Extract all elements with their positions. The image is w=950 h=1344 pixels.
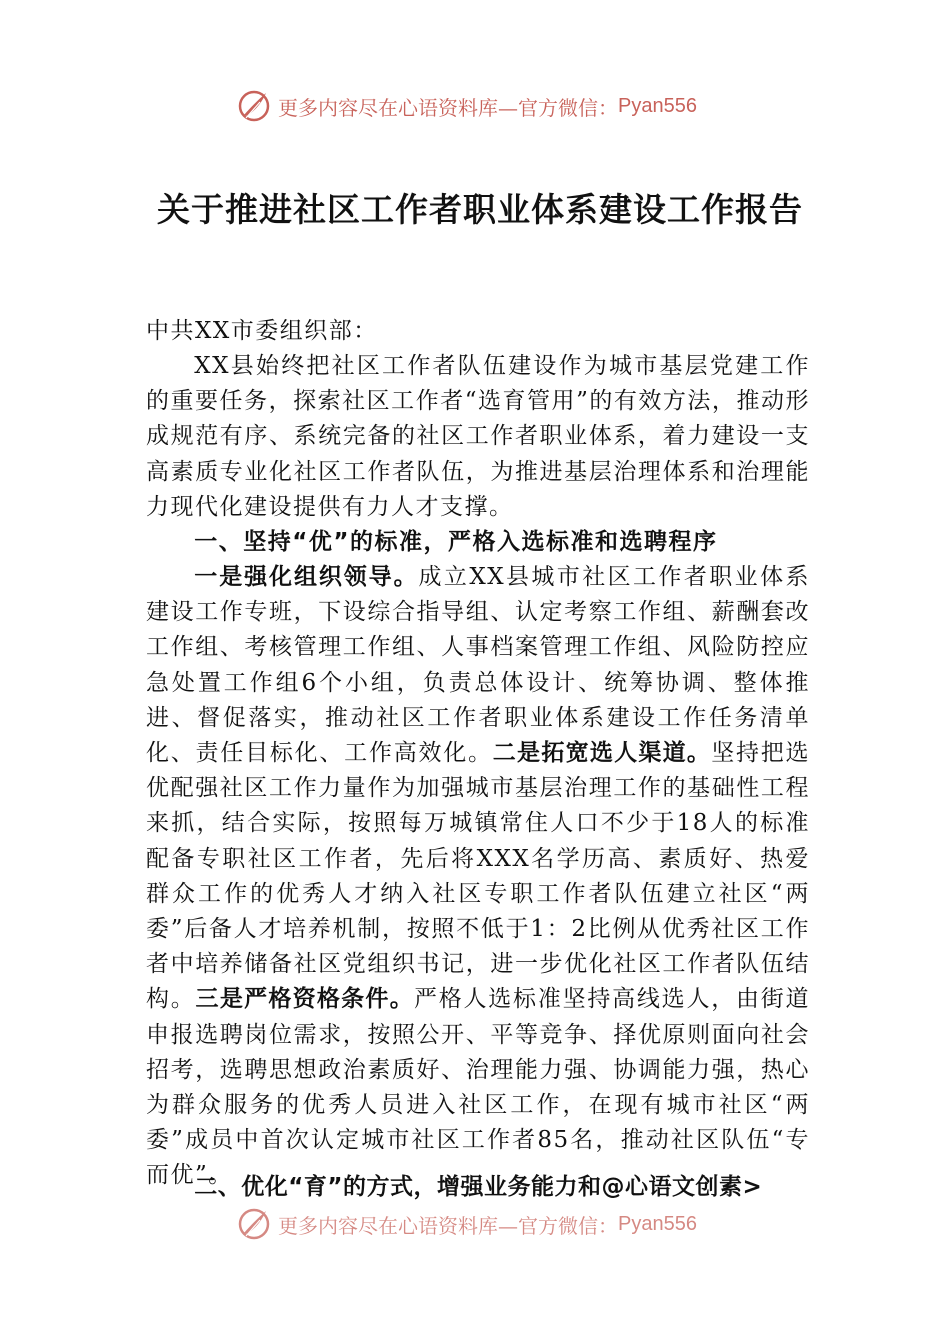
section-2-heading: 二、优化“育”的方式，增强业务能力和@心语文创素>: [194, 1174, 763, 1200]
body-broaden-channels: 坚持把选优配强社区工作力量作为加强城市基层治理工作的基础性工程来抓，结合实际，按照每万城镇常住人口不少于18人的标准配备专职社区工作者，先后将XXX名学历高、素质好、热爱群众工作的优秀人才纳入社区专职工作者队伍建立社区“两委”后备人才培养机制，按照不低于1：2比例从优秀社区工作者中培养储备社区党组织书记，进一步优化社区工作者队伍结构。: [146, 740, 811, 1013]
document-title: 关于推进社区工作者职业体系建设工作报告: [157, 190, 803, 229]
lead-broaden-channels: 二是拓宽选人渠道。: [492, 740, 712, 767]
watermark-text: 更多内容尽在心语资料库—官方微信：: [278, 95, 618, 120]
watermark-text: 更多内容尽在心语资料库—官方微信：: [278, 1213, 618, 1238]
salutation: 中共XX市委组织部：: [146, 318, 378, 344]
section-1-paragraph: [146, 560, 810, 1194]
body-strict-qualifications: 严格人选标准坚持高线选人，由街道申报选聘岗位需求，按照公开、平等竞争、择优原则面向社会招考，选聘思想政治素质好、治理能力强、协调能力强，热心为群众服务的优秀人员进入社区工作，在现有城市社区“两委”成员中首次认定城市社区工作者85名，推动社区队伍“专而优”。: [146, 986, 811, 1189]
intro-paragraph: XX县始终把社区工作者队伍建设作为城市基层党建工作的重要任务，探索社区工作者“选育管用”的有效方法，推动形成规范有序、系统完备的社区工作者职业体系，着力建设一支高素质专业化社区工作者队伍，为推进基层治理体系和治理能力现代化建设提供有力人才支撑。: [146, 353, 810, 520]
watermark-wechat-id: Pyan556: [618, 94, 697, 117]
quill-logo-icon: [236, 1206, 272, 1242]
quill-logo-icon: [236, 88, 272, 124]
lead-strengthen-leadership: 一是强化组织领导。: [194, 564, 419, 590]
lead-strict-qualifications: 三是严格资格条件。: [195, 986, 414, 1013]
watermark-header: [0, 86, 950, 126]
watermark-footer: [0, 1204, 950, 1244]
watermark-wechat-id: Pyan556: [618, 1212, 697, 1235]
section-1-heading: 一、坚持“优”的标准，严格入选标准和选聘程序: [194, 529, 718, 555]
body-strengthen-leadership: 成立XX县城市社区工作者职业体系建设工作专班，下设综合指导组、认定考察工作组、薪酬套改工作组、考核管理工作组、人事档案管理工作组、风险防控应急处置工作组6个小组，负责总体设计、统筹协调、整体推进、督促落实，推动社区工作者职业体系建设工作任务清单化、责任目标化、工作高效化。: [146, 564, 811, 767]
